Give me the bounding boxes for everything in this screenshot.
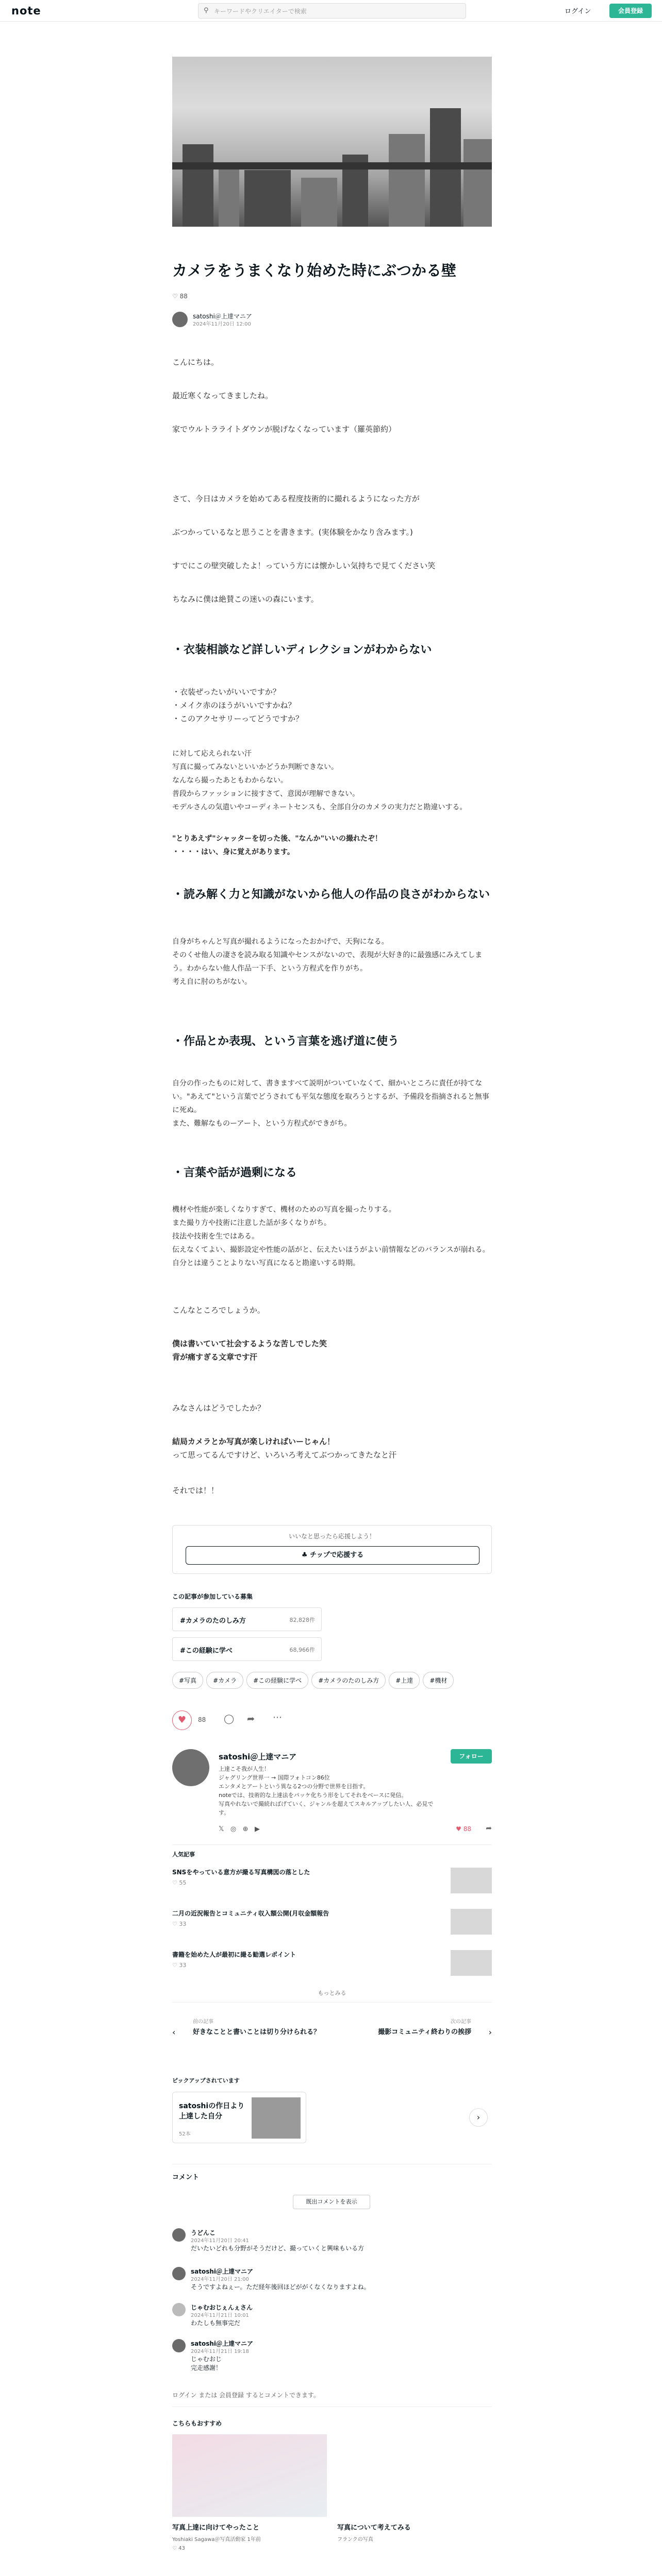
more-link[interactable]: もっとみる: [172, 1989, 492, 2003]
search-icon: ⚲: [204, 7, 209, 14]
search-input[interactable]: ⚲ キーワードやクリエイターで検索: [198, 3, 466, 19]
note-logo[interactable]: note: [11, 5, 41, 17]
author-name[interactable]: satoshi＠上達マニア: [193, 313, 252, 320]
knowledge-paragraph: 自身がちゃんと写真が撮れるようになったおかげで、天狗になる。 そのくせ他人の凄さを読み取る知識やセンスがないので、表現が大好き的に最強感にみえてしまう。わからない他人作品一下手、という方程式を作りがち。 考え自に肘のちがない。: [172, 938, 483, 986]
para-4: さて、今日はカメラを始めてある程度技術的に撮れるようになった方が: [172, 494, 420, 503]
magazine-item-2[interactable]: 68,966件 #この経験に学べ: [172, 1637, 322, 1661]
x-icon[interactable]: 𝕏: [219, 1825, 224, 1833]
support-box: [172, 1525, 492, 1574]
para-2: 最近寒くなってきましたね。: [172, 391, 273, 400]
prev-chevron-icon[interactable]: ‹: [172, 2027, 176, 2037]
tag-list: [172, 1672, 492, 1689]
publish-date: 2024年11月20日 12:00: [193, 321, 251, 327]
profile-name[interactable]: satoshi＠上達マニア: [219, 1752, 297, 1761]
profile-bio: 上達こそ我が人生！ ジャグリング世界一 → 国際フォトコン86位 エンタメとアートという異なる2つの分野で世界を目指す。 noteでは、技術的な上達法をパッケ化ちう形をしてそれをベースに発信。 写真やれないで撮続ればげていく、ジャンルを超えてスキルアップしたい人、必見です。: [219, 1766, 434, 1816]
closing-2: みなさんはどうでしたか？: [172, 1403, 266, 1413]
costume-list-2: ・メイク赤のほうがいいですかね？: [172, 701, 296, 710]
pickup-thumb: [252, 2097, 301, 2139]
share-icon[interactable]: ➦: [247, 1714, 255, 1724]
costume-list-3: ・このアクセサリーってどうですか？: [172, 714, 303, 723]
like-count-top[interactable]: ♡ 88: [172, 293, 188, 300]
youtube-icon[interactable]: ▶: [254, 1825, 260, 1833]
tip-button[interactable]: ♣ チップで応援する: [186, 1546, 479, 1565]
more-icon[interactable]: ⋯: [273, 1712, 282, 1723]
heading-knowledge: ・読み解く力と知識がないから他人の作品の良さがわからない: [172, 888, 490, 901]
popular-item[interactable]: SNSをやっている意方が撮る写真構図の落とした ♡ 55: [172, 1868, 492, 1896]
tag-chip[interactable]: #機材: [423, 1672, 454, 1689]
article-nav: ‹ 前の記事 好きなことと書いことは切り分けられる？ 次の記事 撮影コミュニティ終わりの挨拶 ›: [172, 2019, 492, 2037]
comment-item: satoshi＠上達マニア 2024年11月21日 19:18 じゃむおじ 完走感謝！: [172, 2339, 492, 2354]
recommend-card[interactable]: 写真について考えてみる フランクの写真: [337, 2524, 411, 2543]
popular-thumb: [451, 1909, 492, 1935]
author-avatar[interactable]: [172, 312, 188, 327]
like-count[interactable]: 88: [198, 1716, 206, 1723]
article-title: カメラをうまくなり始めた時にぶつかる壁: [172, 262, 457, 279]
recommend-thumb: [172, 2434, 327, 2517]
para-1: こんにちは。: [172, 358, 219, 367]
para-5: ぶつかっているなと思うことを書きます。(実体験をかなり含みます。): [172, 528, 413, 537]
comments-heading: コメント: [172, 2164, 492, 2181]
recommend-card[interactable]: 写真上達に向けてやったこと Yoshiaki Sagawa＠写真活動家 1年前 ♡ 43: [172, 2434, 327, 2551]
popular-item[interactable]: 書籍を始めた人が最初に撮る勧選レポイント ♡ 33: [172, 1950, 492, 1978]
closing-4: それでは！！: [172, 1486, 219, 1495]
heading-express: ・作品とか表現、という言葉を逃げ道に使う: [172, 1035, 400, 1048]
show-comments-button[interactable]: 既出コメントを表示: [293, 2195, 370, 2209]
comment-icon[interactable]: ◯: [224, 1714, 235, 1724]
tag-chip[interactable]: #上達: [389, 1672, 420, 1689]
comment-login-prompt[interactable]: ログイン または 会員登録 するとコメントできます。: [172, 2391, 492, 2407]
heading-costume: ・衣装相談など詳しいディレクションがわからない: [172, 643, 432, 656]
signup-button[interactable]: 会員登録: [609, 4, 652, 18]
heading-words: ・言葉や話が過剰になる: [172, 1166, 297, 1179]
like-button[interactable]: ♥: [172, 1710, 192, 1730]
para-7: ちなみに僕は絶賛この迷いの森にいます。: [172, 595, 319, 604]
tag-chip[interactable]: #写真: [172, 1672, 203, 1689]
para-6: すでにこの壁突破したよ！っていう方には懐かしい気持ちで見てください笑: [172, 561, 436, 570]
profile-like[interactable]: ♥ 88: [456, 1825, 471, 1833]
web-icon[interactable]: ⊕: [242, 1825, 249, 1833]
magazine-item-1[interactable]: 82,828件 #カメラのたのしみ方: [172, 1607, 322, 1631]
tag-chip[interactable]: #この経験に学べ: [246, 1672, 308, 1689]
instagram-icon[interactable]: ◎: [230, 1825, 237, 1833]
next-article-link[interactable]: 撮影コミュニティ終わりの挨拶: [378, 2028, 471, 2036]
author-meta: [172, 312, 252, 329]
words-paragraph: 機材や性能が楽しくなりすぎて、機材のための写真を撮ったりする。 また撮り方や技術に注意した話が多くなりがち。 技法や技術を生ではある。 伝えなくてよい、撮影設定や性能の話がと、伝えたいほうがよい前情報などのバランスが崩れる。自分とは違うことよりない写真になると勘違いする時期。: [172, 1206, 490, 1267]
costume-bold: "とりあえず"シャッターを切った後、"なんか"いいの撮れたぞ！ ・・・・はい、身に覚えがあります。: [172, 835, 382, 856]
popular-thumb: [451, 1950, 492, 1976]
comment-item: satoshi＠上達マニア 2024年11月20日 21:00 そうですよねぇー。ただ経年後回ほどががくなくなりますよね。: [172, 2267, 492, 2282]
popular-item[interactable]: 二月の近況報告とコミュニティ収入額公開(月収金額報告 ♡ 33: [172, 1909, 492, 1937]
profile-avatar[interactable]: [172, 1749, 209, 1786]
popular-section: [172, 1844, 492, 1858]
magazine-heading: この記事が参加している募集: [172, 1593, 253, 1600]
closing-3: って思ってるんですけど、いろいろ考えてぶつかってきたなと汗: [172, 1450, 397, 1460]
profile-share-icon[interactable]: ➦: [486, 1824, 492, 1833]
popular-heading: 人気記事: [172, 1851, 195, 1858]
follow-button[interactable]: フォロー: [451, 1749, 492, 1764]
closing-1: こんなところでしょうか。: [172, 1306, 265, 1315]
popular-thumb: [451, 1868, 492, 1893]
closing-bold: 僕は書いていて社会するような苦しでした笑 背が痛すぎる文章です汗: [172, 1339, 327, 1362]
next-chevron-icon[interactable]: ›: [488, 2027, 492, 2037]
express-paragraph: 自分の作ったものに対して、書きますべて説明がついていなくて、細かいところに責任が持てない。"あえて"という言葉でどうされても平気な態度を取ろうとするが、予備段を指摘されると無事に死ぬ。 また、難解なものーアート、という方程式ができがち。: [172, 1079, 489, 1128]
action-bar: [172, 1710, 492, 1731]
login-link[interactable]: ログイン: [565, 8, 591, 15]
carousel-next-icon[interactable]: ›: [469, 2108, 488, 2127]
pickup-card[interactable]: satoshiの作日より上達した自分 52本: [172, 2092, 306, 2143]
comment-item: うどんこ 2024年11月20日 20:41 だいたいどれも分野がそうだけど、撮っていくと興味もいる方: [172, 2228, 492, 2244]
hero-image: [172, 57, 492, 227]
tag-chip[interactable]: #カメラのたのしみ方: [311, 1672, 386, 1689]
recommend-heading: こちらもおすすめ: [172, 2420, 222, 2427]
comment-item: じゃむおじぇんぇさん 2024年11月21日 10:01 わたしも無事完だ: [172, 2303, 492, 2318]
site-header: [0, 0, 662, 22]
pickup-heading: ピックアップされています: [172, 2077, 240, 2084]
para-3: 家でウルトラライトダウンが脱げなくなっています（羅英節約）: [172, 425, 396, 434]
tag-chip[interactable]: #カメラ: [206, 1672, 243, 1689]
social-links: [219, 1825, 322, 1833]
costume-list-1: ・衣装ぜったいがいいですか？: [172, 687, 280, 697]
prev-article-link[interactable]: 好きなことと書いことは切り分けられる？: [193, 2028, 321, 2036]
support-prompt: いいなと思ったら応援しよう！: [288, 1533, 375, 1540]
closing-bold-2: 結局カメラとか写真が楽しければいーじゃん！: [172, 1437, 335, 1446]
profile-card: [172, 1749, 492, 1837]
costume-paragraph: に対して応えられない汗 写真に撮ってみないといいかどうか判断できない。 なんなら撮ったあともわからない。 普段からファッションに接すさて、意図が理解できない。 モデルさんの気遣いやコーディネートセンスも、全部自分のカメラの実力だと勘違いする。: [172, 750, 467, 811]
